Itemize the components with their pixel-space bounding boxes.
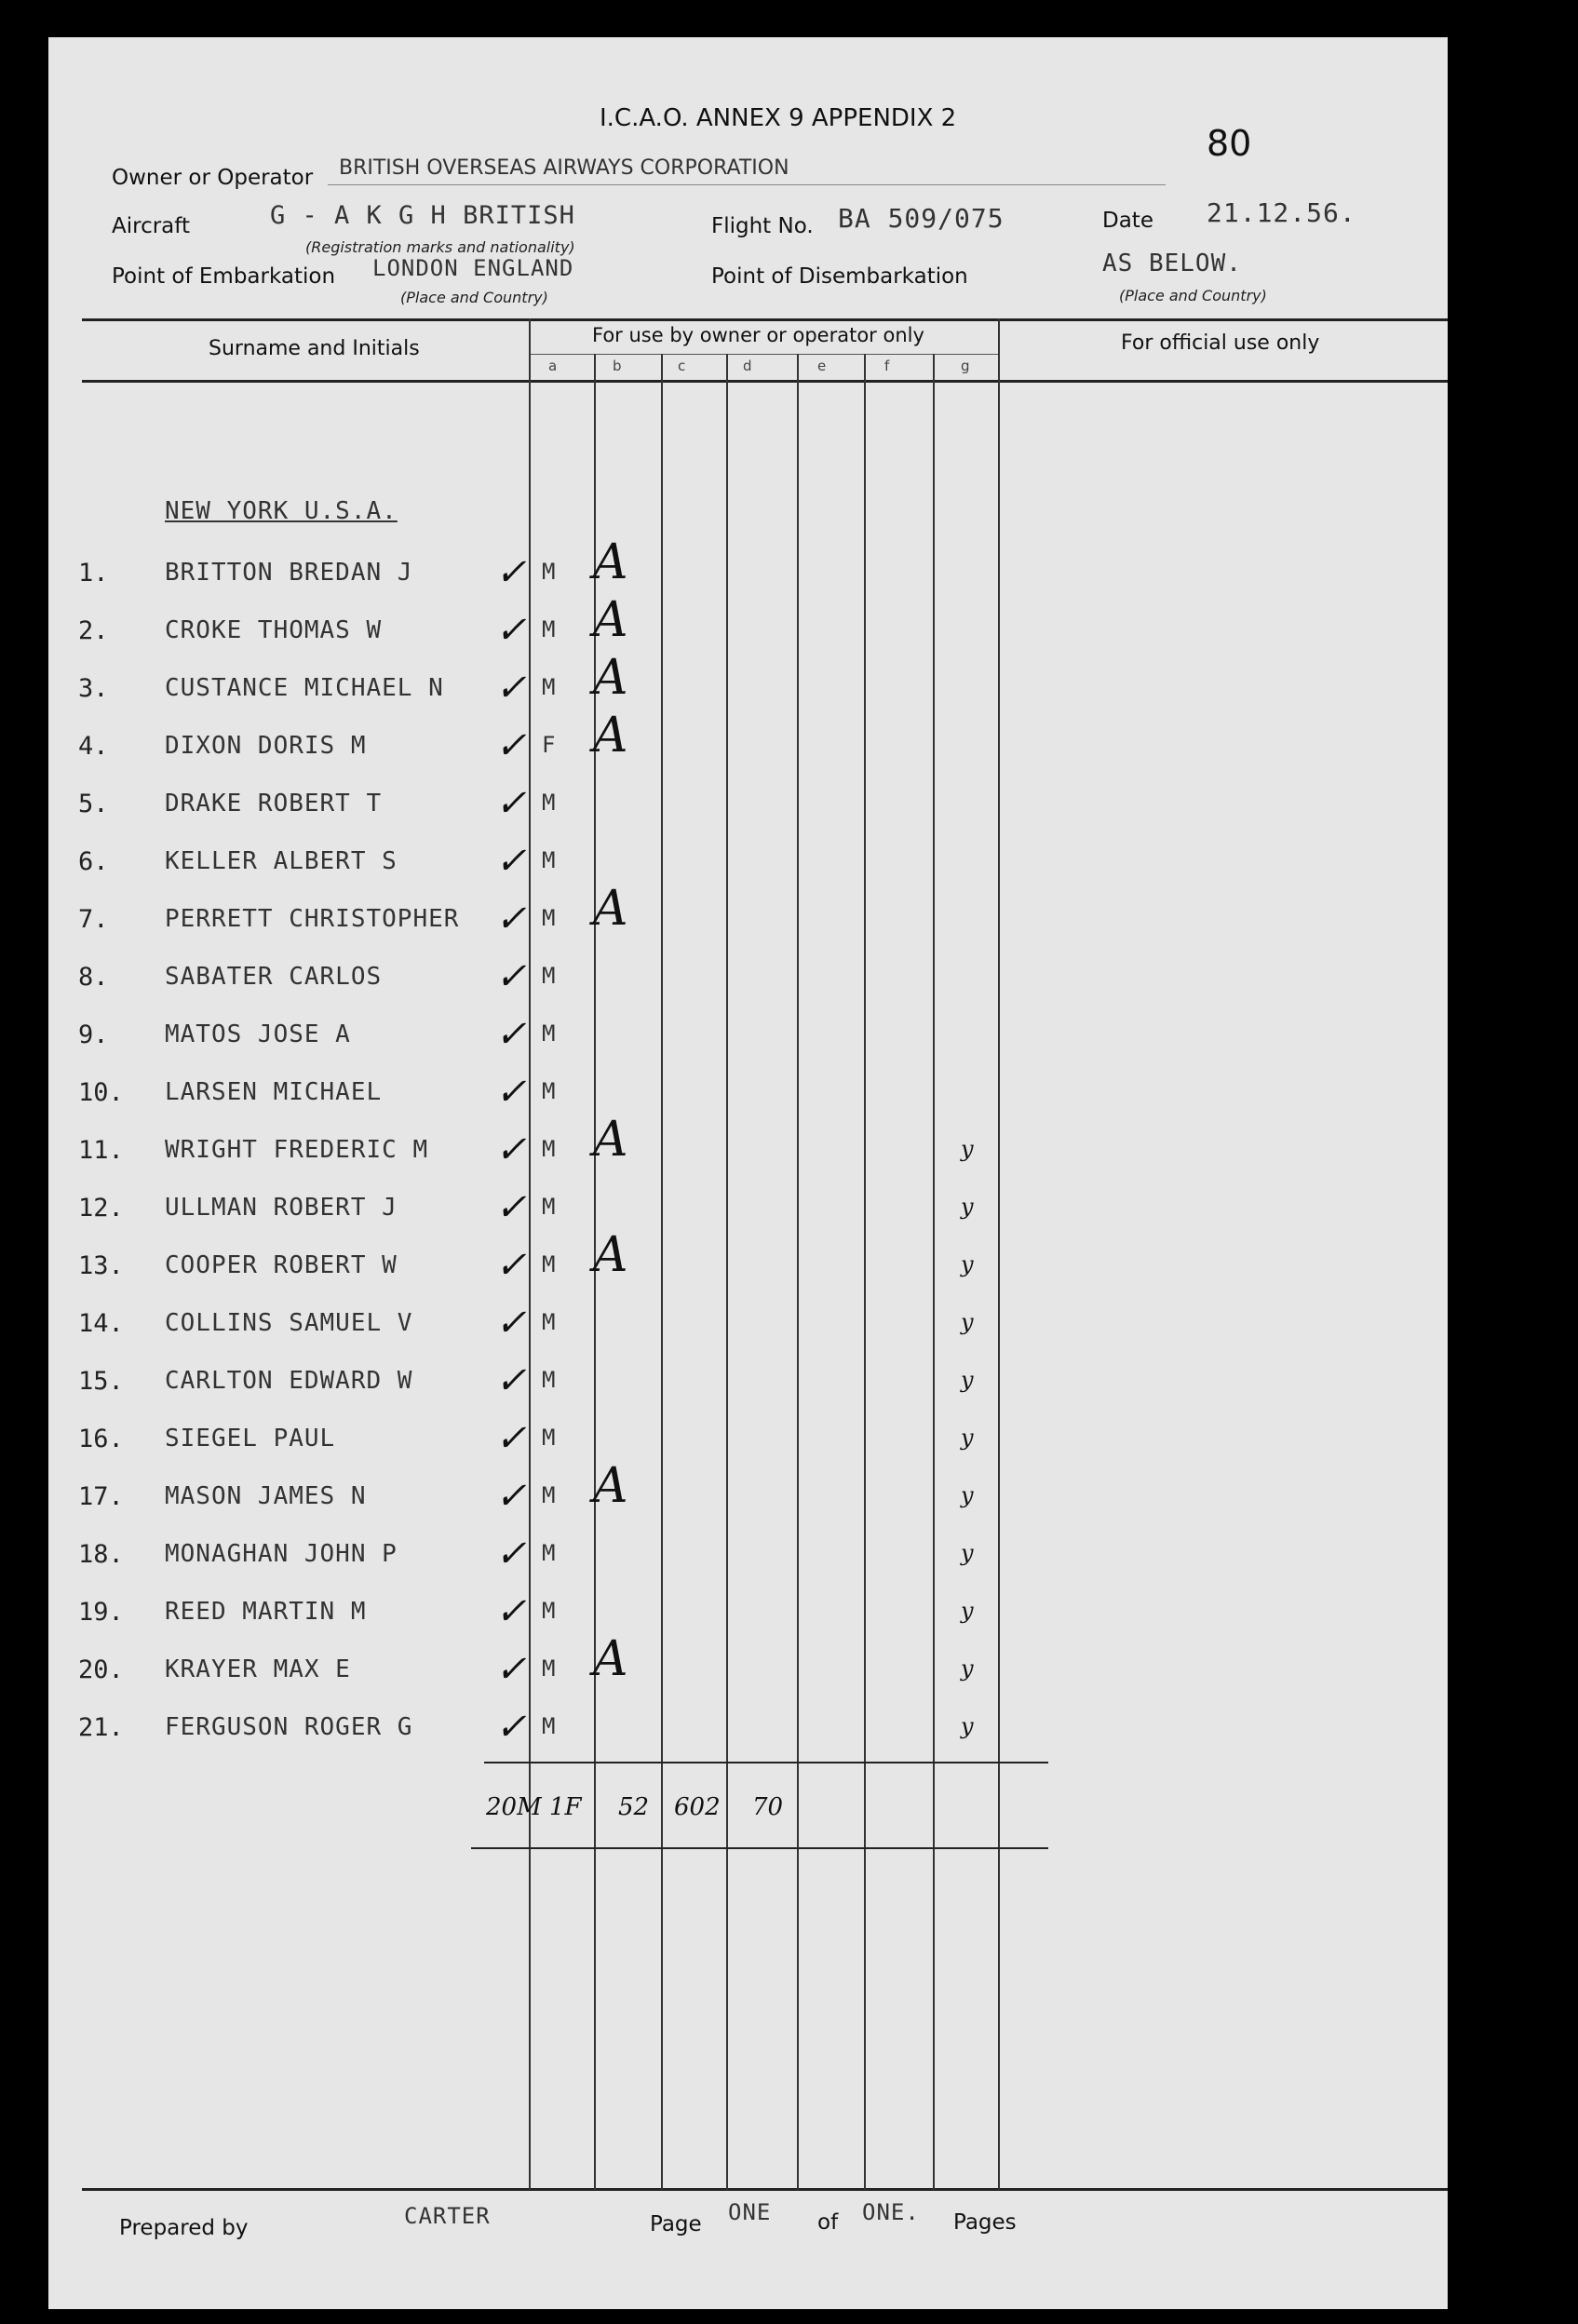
passenger-name: COLLINS SAMUEL V <box>165 1309 413 1337</box>
column-g-mark: y <box>961 1251 974 1277</box>
check-mark-icon: ✓ <box>495 724 527 767</box>
annex-title: I.C.A.O. ANNEX 9 APPENDIX 2 <box>600 104 957 132</box>
column-b-mark: A <box>593 534 628 590</box>
table-row <box>48 1533 1448 1598</box>
subcol-a: a <box>548 358 558 374</box>
passenger-sex: M <box>542 1482 557 1508</box>
check-mark-icon: ✓ <box>495 840 527 883</box>
passenger-name: REED MARTIN M <box>165 1598 367 1626</box>
check-mark-icon: ✓ <box>495 609 527 652</box>
total-c: 52 <box>618 1793 650 1821</box>
row-number: 9. <box>78 1020 109 1049</box>
prepared-label: Prepared by <box>119 2216 249 2240</box>
row-number: 4. <box>78 732 109 761</box>
table-row <box>48 1359 1448 1425</box>
row-number: 1. <box>78 559 109 588</box>
row-number: 11. <box>78 1136 124 1165</box>
disembark-note: (Place and Country) <box>1119 287 1267 304</box>
flight-value: BA 509/075 <box>838 203 1005 234</box>
column-b-mark: A <box>593 1458 628 1514</box>
passenger-sex: M <box>542 790 557 816</box>
subcol-e: e <box>817 358 827 374</box>
passenger-name: ULLMAN ROBERT J <box>165 1194 398 1222</box>
table-row <box>48 592 1448 674</box>
passenger-sex: M <box>542 1425 557 1451</box>
total-d: 602 <box>674 1793 721 1821</box>
check-mark-icon: ✓ <box>495 1417 527 1460</box>
row-number: 12. <box>78 1194 124 1223</box>
total-male: 20M <box>486 1793 542 1821</box>
table-row <box>48 1417 1448 1482</box>
check-mark-icon: ✓ <box>495 898 527 940</box>
check-mark-icon: ✓ <box>495 1590 527 1633</box>
table-row <box>48 650 1448 732</box>
column-g-mark: y <box>961 1482 974 1508</box>
passenger-name: SIEGEL PAUL <box>165 1425 336 1452</box>
column-b-mark: A <box>593 650 628 706</box>
row-number: 15. <box>78 1367 124 1396</box>
passenger-sex: M <box>542 1078 557 1104</box>
check-mark-icon: ✓ <box>495 1186 527 1229</box>
disembark-label: Point of Disembarkation <box>711 264 968 289</box>
passenger-sex: M <box>542 1655 557 1682</box>
row-number: 16. <box>78 1425 124 1453</box>
table-row <box>48 1631 1448 1713</box>
table-row <box>48 1071 1448 1136</box>
table-row <box>48 881 1448 963</box>
col-name-header: Surname and Initials <box>209 337 420 360</box>
passenger-name: COOPER ROBERT W <box>165 1251 398 1279</box>
owner-label: Owner or Operator <box>112 166 314 190</box>
column-g-mark: y <box>961 1540 974 1566</box>
column-g-mark: y <box>961 1367 974 1393</box>
passenger-name: DIXON DORIS M <box>165 732 367 760</box>
of-label: of <box>817 2210 839 2235</box>
passenger-sex: M <box>542 1713 557 1739</box>
passenger-name: DRAKE ROBERT T <box>165 790 383 817</box>
subcol-f: f <box>884 358 890 374</box>
table-row <box>48 1590 1448 1655</box>
page-value: ONE <box>728 2199 772 2225</box>
row-number: 8. <box>78 963 109 992</box>
table-row <box>48 1458 1448 1540</box>
passenger-name: PERRETT CHRISTOPHER <box>165 905 460 933</box>
owner-value: BRITISH OVERSEAS AIRWAYS CORPORATION <box>339 156 789 180</box>
passenger-name: MATOS JOSE A <box>165 1020 351 1048</box>
passenger-name: MONAGHAN JOHN P <box>165 1540 398 1568</box>
table-row <box>48 1302 1448 1367</box>
passenger-sex: M <box>542 674 557 700</box>
row-number: 19. <box>78 1598 124 1627</box>
column-b-mark: A <box>593 708 628 763</box>
passenger-name: WRIGHT FREDERIC M <box>165 1136 429 1164</box>
passenger-sex: M <box>542 1251 557 1277</box>
total-female: 1F <box>549 1793 582 1821</box>
passenger-name: KRAYER MAX E <box>165 1655 351 1683</box>
aircraft-value: G - A K G H BRITISH <box>270 201 575 230</box>
check-mark-icon: ✓ <box>495 1071 527 1114</box>
subcol-b: b <box>613 358 622 374</box>
check-mark-icon: ✓ <box>495 551 527 594</box>
passenger-name: CROKE THOMAS W <box>165 616 383 644</box>
passenger-sex: M <box>542 1309 557 1335</box>
passenger-sex: M <box>542 847 557 873</box>
table-row <box>48 1186 1448 1251</box>
passenger-sex: M <box>542 963 557 989</box>
passenger-name: CUSTANCE MICHAEL N <box>165 674 444 702</box>
table-row <box>48 1112 1448 1194</box>
passenger-sex: M <box>542 1540 557 1566</box>
column-b-mark: A <box>593 1227 628 1283</box>
check-mark-icon: ✓ <box>495 1475 527 1518</box>
passenger-name: MASON JAMES N <box>165 1482 367 1510</box>
manifest-page <box>48 37 1448 2309</box>
embark-label: Point of Embarkation <box>112 264 336 289</box>
passenger-name: FERGUSON ROGER G <box>165 1713 413 1741</box>
column-g-mark: y <box>961 1136 974 1162</box>
column-g-mark: y <box>961 1194 974 1220</box>
row-number: 5. <box>78 790 109 818</box>
passenger-name: CARLTON EDWARD W <box>165 1367 413 1395</box>
column-b-mark: A <box>593 881 628 937</box>
embark-value: LONDON ENGLAND <box>372 255 574 281</box>
subcol-c: c <box>678 358 686 374</box>
aircraft-note: (Registration marks and nationality) <box>305 238 575 256</box>
row-number: 7. <box>78 905 109 934</box>
column-g-mark: y <box>961 1713 974 1739</box>
column-b-mark: A <box>593 1112 628 1168</box>
passenger-sex: M <box>542 1367 557 1393</box>
passenger-sex: M <box>542 1136 557 1162</box>
flight-label: Flight No. <box>711 214 814 238</box>
check-mark-icon: ✓ <box>495 1128 527 1171</box>
row-number: 21. <box>78 1713 124 1742</box>
date-label: Date <box>1102 209 1153 233</box>
column-g-mark: y <box>961 1309 974 1335</box>
row-number: 14. <box>78 1309 124 1338</box>
pages-label: Pages <box>953 2210 1017 2235</box>
date-value: 21.12.56. <box>1207 197 1356 228</box>
passenger-name: LARSEN MICHAEL <box>165 1078 383 1106</box>
passenger-name: SABATER CARLOS <box>165 963 383 991</box>
subcol-d: d <box>743 358 752 374</box>
passenger-name: BRITTON BREDAN J <box>165 559 413 587</box>
page-number: 80 <box>1207 123 1252 164</box>
column-g-mark: y <box>961 1598 974 1624</box>
table-row <box>48 1227 1448 1309</box>
embark-note: (Place and Country) <box>400 289 548 306</box>
row-number: 13. <box>78 1251 124 1280</box>
passenger-sex: M <box>542 1598 557 1624</box>
row-number: 18. <box>78 1540 124 1569</box>
check-mark-icon: ✓ <box>495 1648 527 1691</box>
check-mark-icon: ✓ <box>495 1359 527 1402</box>
total-e: 70 <box>752 1793 784 1821</box>
check-mark-icon: ✓ <box>495 1706 527 1749</box>
passenger-sex: F <box>542 732 557 758</box>
prepared-value: CARTER <box>404 2203 491 2229</box>
check-mark-icon: ✓ <box>495 1302 527 1344</box>
table-row <box>48 708 1448 790</box>
column-g-mark: y <box>961 1425 974 1451</box>
check-mark-icon: ✓ <box>495 1244 527 1287</box>
of-value: ONE. <box>862 2199 920 2225</box>
table-row <box>48 1013 1448 1078</box>
disembark-value: AS BELOW. <box>1102 250 1242 277</box>
col-owner-header: For use by owner or operator only <box>592 324 924 346</box>
check-mark-icon: ✓ <box>495 782 527 825</box>
destination-heading: NEW YORK U.S.A. <box>165 497 398 525</box>
page-label: Page <box>650 2212 702 2236</box>
table-row <box>48 840 1448 905</box>
check-mark-icon: ✓ <box>495 1013 527 1056</box>
check-mark-icon: ✓ <box>495 955 527 998</box>
row-number: 20. <box>78 1655 124 1684</box>
passenger-sex: M <box>542 559 557 585</box>
row-number: 17. <box>78 1482 124 1511</box>
passenger-sex: M <box>542 905 557 931</box>
table-row <box>48 534 1448 616</box>
row-number: 6. <box>78 847 109 876</box>
subcol-g: g <box>961 358 970 374</box>
aircraft-label: Aircraft <box>112 214 190 238</box>
passenger-sex: M <box>542 616 557 642</box>
row-number: 2. <box>78 616 109 645</box>
column-b-mark: A <box>593 592 628 648</box>
passenger-sex: M <box>542 1020 557 1047</box>
col-official-header: For official use only <box>1121 331 1320 355</box>
passenger-sex: M <box>542 1194 557 1220</box>
column-b-mark: A <box>593 1631 628 1687</box>
column-g-mark: y <box>961 1655 974 1682</box>
table-row <box>48 782 1448 847</box>
row-number: 3. <box>78 674 109 703</box>
passenger-name: KELLER ALBERT S <box>165 847 398 875</box>
table-row <box>48 955 1448 1020</box>
check-mark-icon: ✓ <box>495 667 527 709</box>
check-mark-icon: ✓ <box>495 1533 527 1575</box>
row-number: 10. <box>78 1078 124 1107</box>
